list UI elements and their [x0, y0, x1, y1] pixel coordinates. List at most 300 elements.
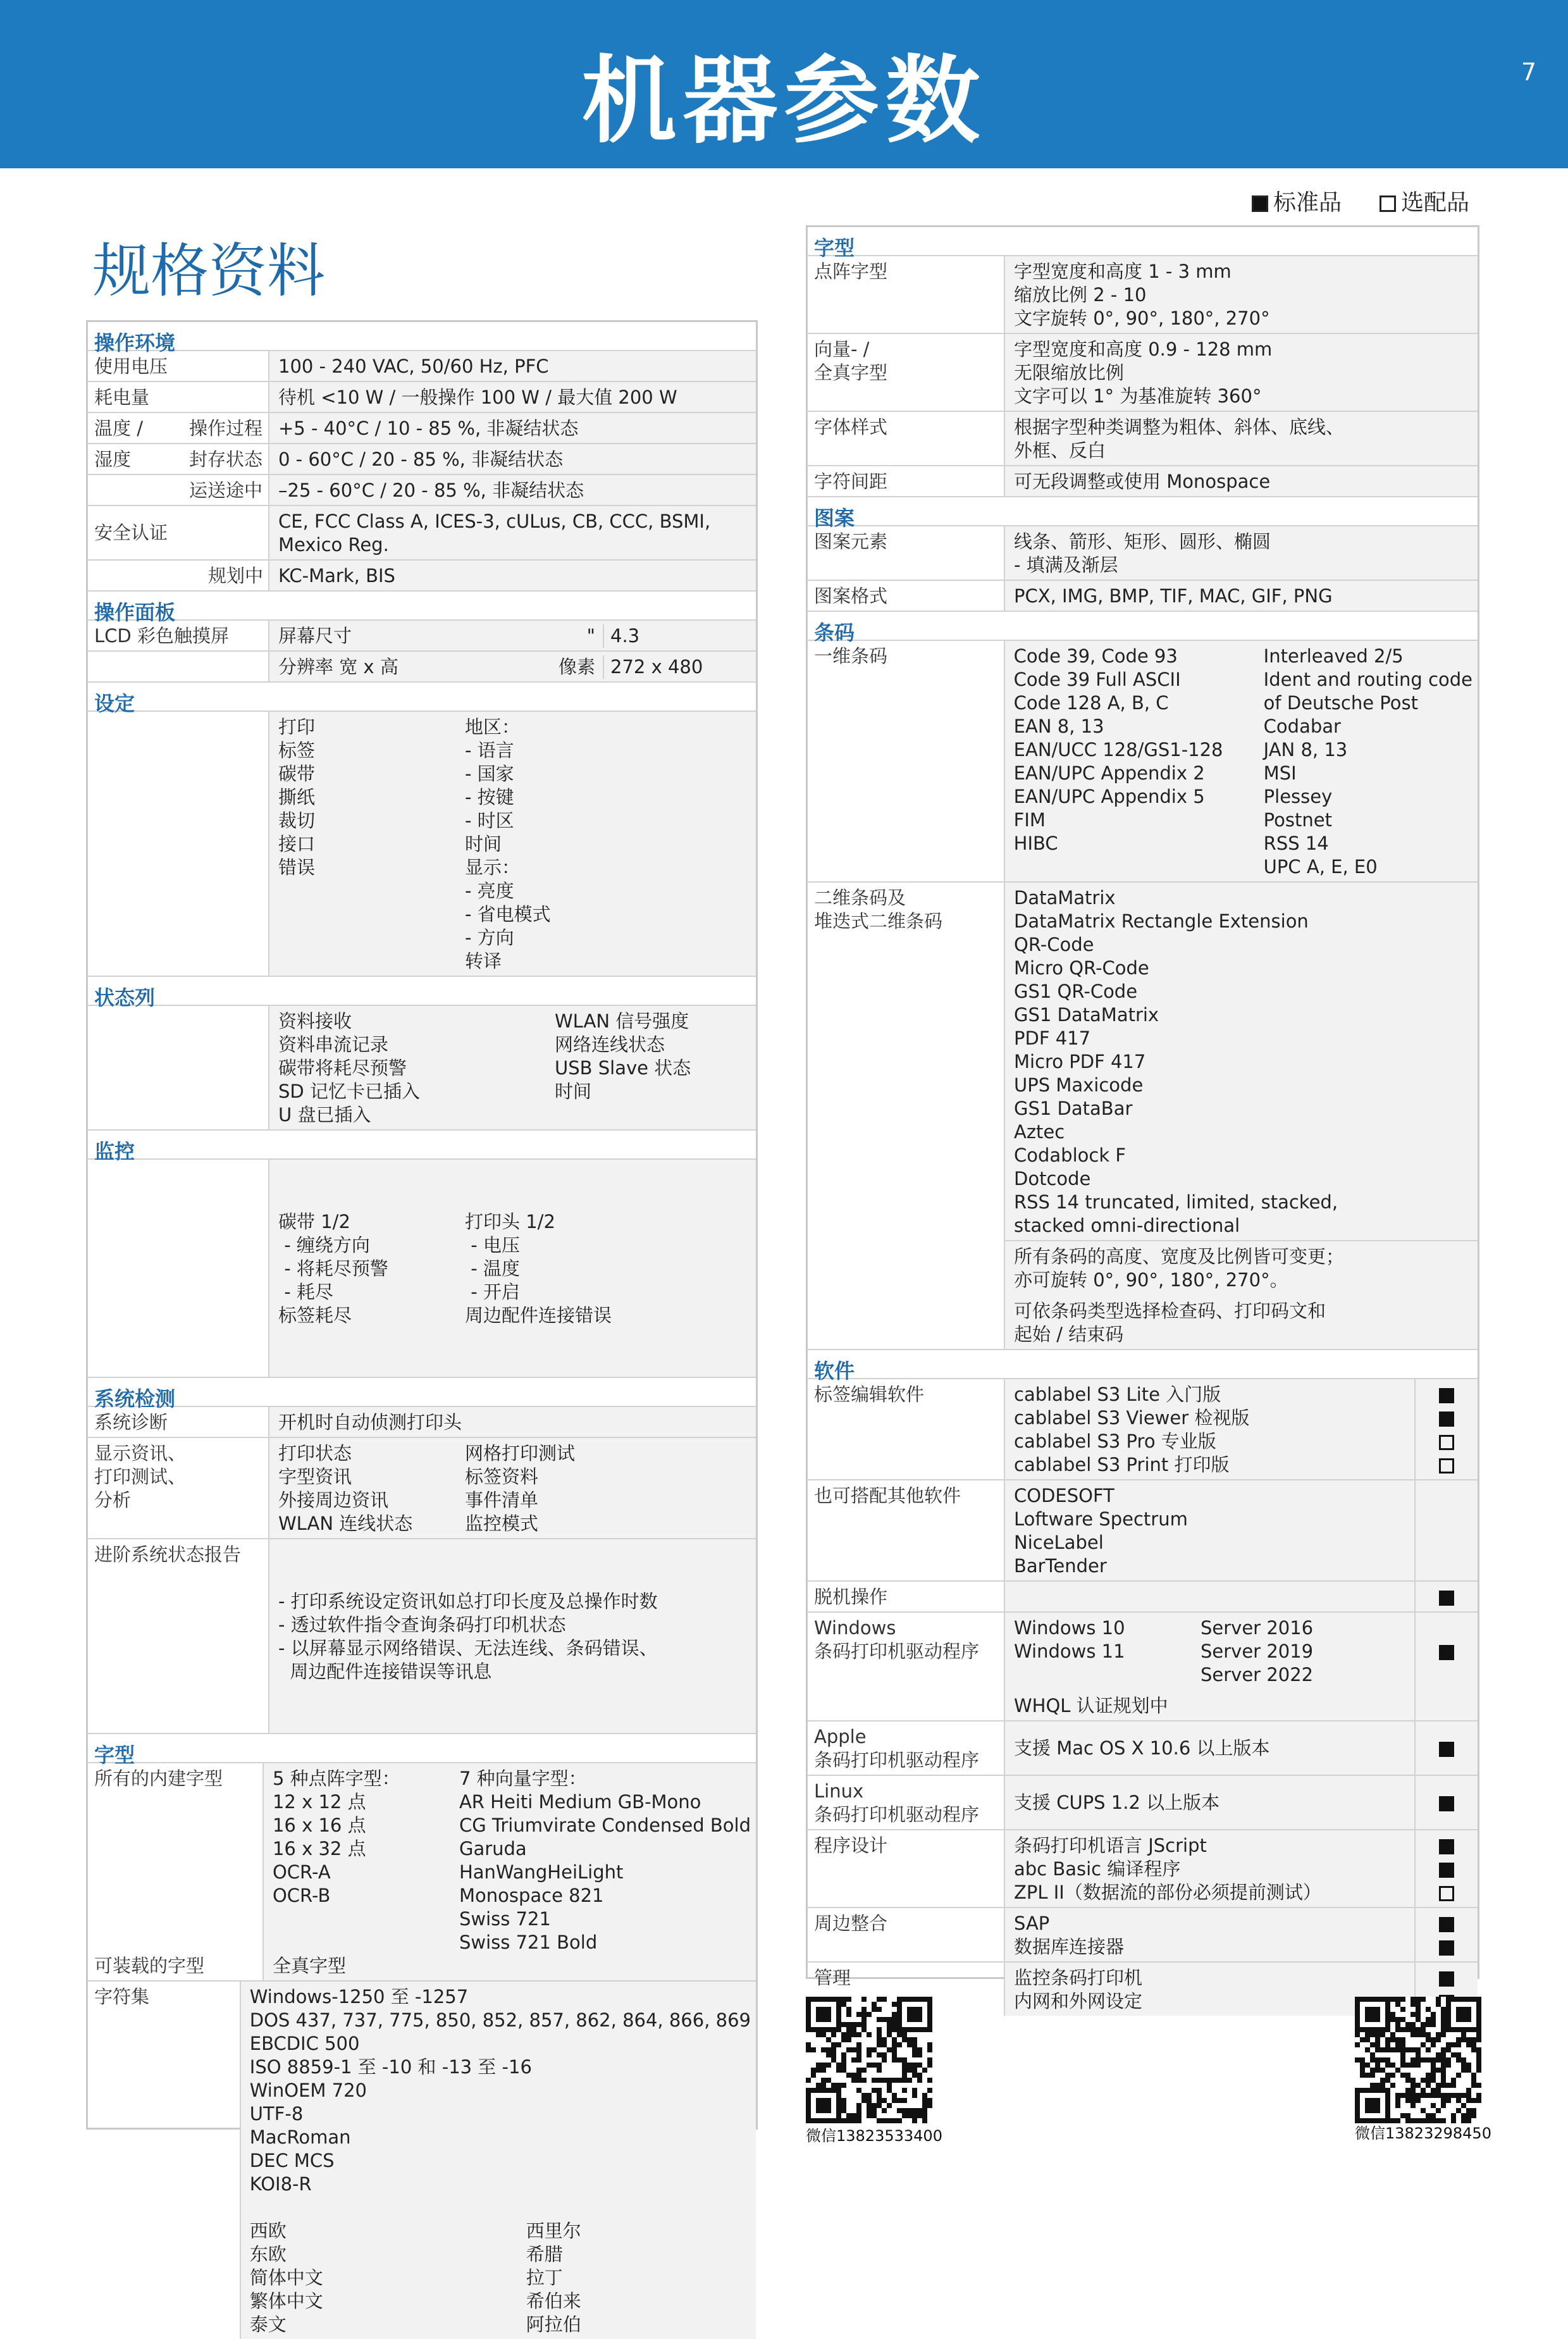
qr-module [856, 2118, 861, 2123]
qr-module [851, 2078, 856, 2083]
qr-module [1446, 2063, 1451, 2068]
qr-module [1395, 2068, 1400, 2073]
qr-module [826, 2118, 831, 2123]
qr-module [1431, 2022, 1436, 2027]
qr-module [1476, 2083, 1481, 2088]
qr-module [821, 2017, 826, 2022]
qr-module [821, 1997, 826, 2002]
availability-icon [1439, 1458, 1454, 1474]
qr-module [877, 2007, 882, 2012]
qr-module [1395, 2037, 1400, 2042]
qr-module [816, 2007, 821, 2012]
qr-module [811, 2047, 816, 2052]
spec-row-transport: 运送途中 –25 - 60°C / 20 - 85 %, 非凝结状态 [88, 475, 756, 506]
qr-module [1416, 2057, 1421, 2063]
qr-module [851, 2073, 856, 2078]
qr-module [846, 2007, 851, 2012]
qr-module [1451, 2093, 1456, 2098]
qr-module [1411, 2078, 1416, 2083]
qr-module [1395, 2017, 1400, 2022]
qr-module [1400, 2027, 1405, 2032]
qr-module [897, 2118, 902, 2123]
qr-module [1461, 2017, 1466, 2022]
qr-module [826, 2012, 831, 2017]
section-barcodes: 条码 [808, 612, 1478, 641]
qr-module [922, 2108, 927, 2113]
spec-row-peripheral: 周边整合 SAP 数据库连接器 [808, 1908, 1478, 1963]
qr-module [872, 2103, 877, 2108]
qr-module [912, 2042, 917, 2047]
qr-module [912, 2007, 917, 2012]
qr-code-right[interactable] [1355, 1997, 1481, 2123]
filled-square-icon [1252, 195, 1268, 212]
qr-module [1441, 2012, 1446, 2017]
qr-module [1385, 2012, 1390, 2017]
qr-module [927, 2098, 932, 2103]
qr-module [1400, 2063, 1405, 2068]
qr-module [826, 2063, 831, 2068]
qr-code-left[interactable] [806, 1997, 932, 2123]
qr-module [846, 2032, 851, 2037]
qr-module [1355, 2007, 1360, 2012]
qr-module [1446, 2027, 1451, 2032]
qr-module [887, 2022, 892, 2027]
qr-module [867, 2098, 872, 2103]
qr-module [1416, 2063, 1421, 2068]
qr-module [1411, 2098, 1416, 2103]
qr-module [1385, 2098, 1390, 2103]
qr-module [1446, 2007, 1451, 2012]
qr-module [1360, 2088, 1365, 2093]
qr-module [846, 2113, 851, 2118]
qr-module [1441, 2098, 1446, 2103]
qr-module [856, 2012, 861, 2017]
qr-module [1466, 2037, 1471, 2042]
qr-module [846, 2073, 851, 2078]
spec-row-charset: 字符集 Windows-1250 至 -1257 DOS 437, 737, 775, 850, 852, 857, 862, 864, 866, 869 EBCDIC 500 ISO 8859-1 至 -10 和 -13 至 -16 WinOEM 720 UTF-8 MacRoman DEC MCS KOI8-R 西欧 东欧 简体中文 繁体中文 泰文 西里尔 希腊 拉丁 希伯来 阿拉伯 [88, 1982, 756, 2339]
spec-row-offline: 脱机操作 [808, 1582, 1478, 1613]
qr-module [1395, 2002, 1400, 2007]
qr-module [917, 1997, 922, 2002]
spec-row-label-software: 标签编辑软件 cablabel S3 Lite 入门版 cablabel S3 Viewer 检视版 cablabel S3 Pro 专业版 cablabel S3 Print 打印版 [808, 1379, 1478, 1480]
qr-module [917, 2073, 922, 2078]
qr-module [1360, 2037, 1365, 2042]
qr-module [1431, 2093, 1436, 2098]
qr-module [811, 2088, 816, 2093]
qr-module [836, 2098, 841, 2103]
qr-module [1451, 2027, 1456, 2032]
qr-module [1411, 2103, 1416, 2108]
qr-module [1390, 2032, 1395, 2037]
qr-module [1421, 2042, 1426, 2047]
qr-module [877, 2088, 882, 2093]
qr-module [1365, 2088, 1370, 2093]
qr-module [1385, 2108, 1390, 2113]
legend-standard: 标准品 [1252, 185, 1342, 217]
qr-module [1405, 2047, 1411, 2052]
qr-module [1456, 2052, 1461, 2057]
qr-module [927, 2078, 932, 2083]
qr-module [1355, 1997, 1360, 2002]
qr-module [846, 2012, 851, 2017]
qr-module [1461, 2103, 1466, 2108]
qr-module [1421, 2032, 1426, 2037]
qr-module [1416, 2052, 1421, 2057]
qr-module [1471, 2113, 1476, 2118]
qr-module [882, 2118, 887, 2123]
qr-module [836, 2007, 841, 2012]
qr-module [1380, 2083, 1385, 2088]
qr-module [1456, 2093, 1461, 2098]
qr-module [1471, 2108, 1476, 2113]
qr-module [892, 2118, 897, 2123]
qr-module [1441, 2057, 1446, 2063]
qr-module [841, 2118, 846, 2123]
standard-icon [1439, 1940, 1454, 1956]
qr-module [887, 2078, 892, 2083]
qr-module [816, 2098, 821, 2103]
qr-module [821, 2118, 826, 2123]
qr-module [872, 2108, 877, 2113]
qr-module [917, 2047, 922, 2052]
qr-module [1385, 2002, 1390, 2007]
spec-row-2d-barcodes: 二维条码及 堆迭式二维条码 DataMatrix DataMatrix Rectangle Extension QR-Code Micro QR-Code GS1 QR-Code GS1 DataMatrix PDF 417 Micro PDF 417 UPS Maxicode GS1 DataBar Aztec Codablock F Dotcode RSS 14 truncated, limited, stacked, stacked omni-directional 所有条码的高度、宽度及比例皆可变更； 亦可旋转 0°, 90°, 180°, 270°。 可依条码类型选择检查码、打印码文和 起始 / 结束码 [808, 883, 1478, 1350]
qr-module [1370, 1997, 1375, 2002]
qr-module [897, 2078, 902, 2083]
qr-module [1375, 1997, 1380, 2002]
qr-module [1385, 2103, 1390, 2108]
qr-module [1411, 2002, 1416, 2007]
qr-module [856, 2113, 861, 2118]
qr-module [1405, 2088, 1411, 2093]
qr-module [811, 2027, 816, 2032]
qr-module [806, 2002, 811, 2007]
qr-module [912, 2073, 917, 2078]
page-number: 7 [1521, 58, 1536, 86]
spec-row-status: 资料接收 资料串流记录 碳带将耗尽预警 SD 记忆卡已插入 U 盘已插入 WLAN 信号强度 网络连线状态 USB Slave 状态 时间 [88, 1006, 756, 1131]
qr-module [861, 2093, 867, 2098]
qr-module [1476, 2012, 1481, 2017]
qr-module [1385, 2027, 1390, 2032]
spec-row-linear-barcodes: 一维条码 Code 39, Code 93 Code 39 Full ASCII Code 128 A, B, C EAN 8, 13 EAN/UCC 128/GS1-128 EAN/UPC Appendix 2 EAN/UPC Appendix 5 FIM HIBC Interleaved 2/5 Ident and routing code of Deutsche Post Codabar JAN 8, 13 MSI Plessey Postnet RSS 14 UPC A, E, E0 [808, 641, 1478, 883]
qr-module [1456, 2057, 1461, 2063]
qr-module [1441, 2022, 1446, 2027]
qr-module [907, 2068, 912, 2073]
qr-module [922, 2093, 927, 2098]
qr-module [841, 2103, 846, 2108]
qr-module [831, 2042, 836, 2047]
qr-module [836, 2068, 841, 2073]
qr-module [1441, 2017, 1446, 2022]
qr-module [1436, 2068, 1441, 2073]
qr-module [917, 2078, 922, 2083]
qr-module [821, 2078, 826, 2083]
qr-module [1436, 1997, 1441, 2002]
qr-module [1395, 2047, 1400, 2052]
availability-icon [1439, 1388, 1454, 1403]
qr-module [806, 2088, 811, 2093]
qr-module [831, 2118, 836, 2123]
qr-module [1375, 2027, 1380, 2032]
qr-module [1385, 2088, 1390, 2093]
qr-module [1431, 2073, 1436, 2078]
qr-module [1416, 2047, 1421, 2052]
qr-module [1466, 2113, 1471, 2118]
qr-module [1355, 2022, 1360, 2027]
qr-module [841, 1997, 846, 2002]
qr-module [1466, 2088, 1471, 2093]
qr-module [877, 2063, 882, 2068]
qr-module [1380, 2027, 1385, 2032]
qr-module [1365, 2037, 1370, 2042]
qr-module [816, 2108, 821, 2113]
qr-module [806, 2027, 811, 2032]
qr-module [882, 2052, 887, 2057]
qr-module [1471, 2098, 1476, 2103]
qr-module [1461, 2032, 1466, 2037]
qr-module [877, 2037, 882, 2042]
qr-module [1461, 1997, 1466, 2002]
qr-module [902, 2057, 907, 2063]
empty-square-icon [1380, 195, 1396, 212]
qr-module [836, 2042, 841, 2047]
qr-module [841, 2037, 846, 2042]
standard-icon [1439, 1742, 1454, 1757]
qr-module [902, 2032, 907, 2037]
qr-module [907, 2017, 912, 2022]
qr-module [841, 2022, 846, 2027]
qr-module [1476, 2098, 1481, 2103]
standard-icon [1439, 1971, 1454, 1987]
qr-module [831, 2047, 836, 2052]
qr-module [1365, 2073, 1370, 2078]
qr-module [1471, 2078, 1476, 2083]
qr-module [882, 2108, 887, 2113]
qr-module [1365, 2108, 1370, 2113]
qr-module [917, 2027, 922, 2032]
qr-module [1385, 2017, 1390, 2022]
qr-module [877, 2042, 882, 2047]
qr-module [1375, 2007, 1380, 2012]
qr-module [1476, 2093, 1481, 2098]
qr-module [1476, 2022, 1481, 2027]
qr-module [861, 1997, 867, 2002]
qr-module [821, 2047, 826, 2052]
qr-module [806, 2078, 811, 2083]
qr-module [912, 2108, 917, 2113]
qr-module [861, 2098, 867, 2103]
qr-module [836, 2118, 841, 2123]
qr-module [867, 2047, 872, 2052]
qr-module [851, 2047, 856, 2052]
qr-module [1360, 2073, 1365, 2078]
qr-module [1375, 2037, 1380, 2042]
qr-module [1355, 2012, 1360, 2017]
qr-module [892, 2017, 897, 2022]
qr-module [1405, 2093, 1411, 2098]
qr-module [861, 2007, 867, 2012]
qr-module [1355, 2113, 1360, 2118]
qr-module [927, 2063, 932, 2068]
qr-module [806, 2098, 811, 2103]
section-graphics: 图案 [808, 497, 1478, 526]
qr-module [1446, 2017, 1451, 2022]
qr-module [1446, 2022, 1451, 2027]
qr-module [1400, 2017, 1405, 2022]
qr-module [892, 2098, 897, 2103]
qr-module [917, 2012, 922, 2017]
qr-module [1375, 2088, 1380, 2093]
qr-module [1461, 2027, 1466, 2032]
qr-module [1405, 2022, 1411, 2027]
spec-row-sysdiag: 系统诊断 开机时自动侦测打印头 [88, 1407, 756, 1438]
qr-module [1441, 2068, 1446, 2073]
qr-module [1451, 2083, 1456, 2088]
qr-module [821, 2012, 826, 2017]
qr-module [861, 2017, 867, 2022]
qr-module [1400, 2042, 1405, 2047]
qr-module [1441, 2083, 1446, 2088]
qr-module [1400, 2037, 1405, 2042]
qr-module [872, 2007, 877, 2012]
qr-module [1431, 2042, 1436, 2047]
qr-module [892, 2093, 897, 2098]
qr-module [1461, 2012, 1466, 2017]
qr-module [1365, 2007, 1370, 2012]
section-diagnostics: 系统检测 [88, 1378, 756, 1407]
qr-module [851, 2118, 856, 2123]
qr-module [1405, 2027, 1411, 2032]
qr-module [1416, 2007, 1421, 2012]
qr-module [851, 2022, 856, 2027]
qr-module [811, 1997, 816, 2002]
spec-row-other-software: 也可搭配其他软件 CODESOFT Loftware Spectrum NiceLabel BarTender [808, 1480, 1478, 1582]
qr-module [892, 2027, 897, 2032]
spec-row-font-style: 字体样式 根据字型种类调整为粗体、斜体、底线、 外框、反白 [808, 412, 1478, 466]
qr-module [912, 2047, 917, 2052]
qr-module [1421, 2108, 1426, 2113]
qr-module [1385, 2042, 1390, 2047]
qr-module [927, 2057, 932, 2063]
qr-module [867, 2012, 872, 2017]
qr-module [1370, 2057, 1375, 2063]
qr-module [836, 2093, 841, 2098]
qr-module [1431, 2012, 1436, 2017]
qr-module [1421, 2088, 1426, 2093]
qr-module [912, 2088, 917, 2093]
qr-module [1446, 2098, 1451, 2103]
section-fonts-right: 字型 [808, 227, 1478, 256]
qr-module [1436, 2032, 1441, 2037]
qr-module [1416, 1997, 1421, 2002]
qr-module [821, 2068, 826, 2073]
qr-module [927, 1997, 932, 2002]
qr-module [856, 2032, 861, 2037]
qr-module [836, 2012, 841, 2017]
qr-module [1451, 2052, 1456, 2057]
qr-module [902, 2063, 907, 2068]
qr-module [846, 2027, 851, 2032]
qr-module [856, 2108, 861, 2113]
qr-module [1370, 2103, 1375, 2108]
qr-caption-left: 微信13823533400 [806, 2127, 942, 2145]
qr-module [927, 2022, 932, 2027]
qr-module [1395, 2103, 1400, 2108]
qr-module [1385, 2073, 1390, 2078]
qr-module [907, 2063, 912, 2068]
qr-module [1375, 2032, 1380, 2037]
qr-module [836, 2108, 841, 2113]
qr-module [1411, 2047, 1416, 2052]
qr-module [1380, 2057, 1385, 2063]
qr-module [1411, 2022, 1416, 2027]
qr-module [1375, 2047, 1380, 2052]
qr-module [841, 2108, 846, 2113]
qr-module [907, 2108, 912, 2113]
qr-module [1461, 2068, 1466, 2073]
qr-module [1456, 2042, 1461, 2047]
qr-module [806, 2093, 811, 2098]
qr-module [1355, 2042, 1360, 2047]
qr-module [826, 2052, 831, 2057]
qr-module [1385, 2022, 1390, 2027]
qr-module [917, 2113, 922, 2118]
qr-module [1405, 2113, 1411, 2118]
qr-module [1365, 2047, 1370, 2052]
spec-row-voltage: 使用电压 100 - 240 VAC, 50/60 Hz, PFC [88, 351, 756, 382]
qr-module [1365, 2032, 1370, 2037]
qr-module [1416, 2083, 1421, 2088]
qr-module [1390, 2063, 1395, 2068]
qr-module [1476, 1997, 1481, 2002]
qr-module [1370, 2098, 1375, 2103]
availability-icon [1439, 1435, 1454, 1450]
qr-module [867, 2103, 872, 2108]
qr-module [922, 1997, 927, 2002]
qr-module [836, 2002, 841, 2007]
qr-module [861, 2012, 867, 2017]
qr-module [877, 2103, 882, 2108]
qr-module [1476, 2017, 1481, 2022]
qr-module [912, 2027, 917, 2032]
qr-module [1416, 2012, 1421, 2017]
spec-row-graphic-formats: 图案格式 PCX, IMG, BMP, TIF, MAC, GIF, PNG [808, 581, 1478, 612]
qr-module [1370, 2083, 1375, 2088]
qr-module [816, 2068, 821, 2073]
qr-module [1441, 2103, 1446, 2108]
qr-module [1476, 2047, 1481, 2052]
qr-module [917, 2017, 922, 2022]
qr-module [1421, 2078, 1426, 2083]
document-title: 规格资料 [92, 237, 326, 305]
qr-module [1385, 1997, 1390, 2002]
qr-module [1400, 2057, 1405, 2063]
qr-module [821, 2098, 826, 2103]
qr-module [1476, 2063, 1481, 2068]
qr-module [922, 2027, 927, 2032]
qr-module [882, 2078, 887, 2083]
qr-module [1421, 2022, 1426, 2027]
qr-module [841, 2063, 846, 2068]
qr-module [836, 2022, 841, 2027]
qr-module [1456, 2037, 1461, 2042]
qr-module [1476, 2007, 1481, 2012]
qr-module [1451, 2113, 1456, 2118]
qr-module [927, 2088, 932, 2093]
qr-module [836, 2113, 841, 2118]
qr-module [846, 2022, 851, 2027]
qr-module [907, 1997, 912, 2002]
